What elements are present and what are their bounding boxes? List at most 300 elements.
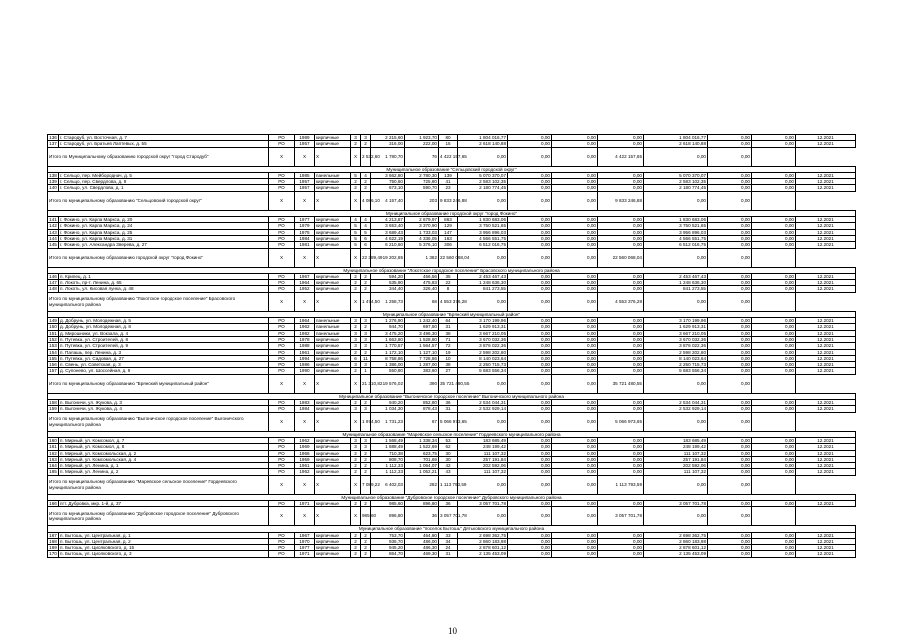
table-cell: 3 662,80 — [371, 172, 405, 178]
subtotal-cell: 390 — [405, 374, 439, 393]
table-cell: 0,00 — [552, 532, 598, 538]
table-cell: 1966 — [295, 450, 315, 456]
table-cell: 0,00 — [508, 229, 552, 235]
table-cell: 12.2021 — [796, 141, 856, 147]
table-cell: 0,00 — [552, 437, 598, 443]
table-cell: 5 683 556,34 — [644, 368, 708, 374]
table-cell: 2 780,30 — [405, 172, 439, 178]
table-cell: 36 — [439, 400, 458, 406]
table-cell: 1990 — [295, 368, 315, 374]
subtotal-cell: 9 833 246,88 — [439, 191, 458, 210]
table-cell: п. Локоть, ул. Кисовая лунка, д. 48 — [59, 286, 269, 292]
table-cell: 2 878 601,12 — [644, 545, 708, 551]
subtotal-cell: 0,00 — [644, 191, 708, 210]
section-title: Муниципальное образование "Брянский муниципальный район" — [48, 311, 856, 317]
subtotal-row — [48, 374, 856, 393]
table-cell: 0,00 — [552, 355, 598, 361]
table-cell: 2 — [361, 500, 371, 506]
subtotal-cell: 0,00 — [708, 374, 752, 393]
table-cell: п. Мирный, ул. Комсомол, д. 7 — [59, 437, 269, 443]
subtotal-cell — [752, 191, 796, 210]
table-cell: 0,00 — [508, 336, 552, 342]
subtotal-cell: 0,00 — [644, 475, 708, 494]
table-cell: 0,00 — [552, 368, 598, 374]
table-cell: РО — [269, 456, 295, 462]
subtotal-cell — [752, 147, 796, 166]
subtotal-cell: 0,00 — [644, 248, 708, 267]
subtotal-cell — [752, 292, 796, 311]
subtotal-cell: X — [295, 292, 315, 311]
table-cell: 985,60 — [371, 500, 405, 506]
table-cell: г. Стародуб, ул. Восточная, д. 7 — [59, 135, 269, 141]
table-cell: 2 583 102,35 — [644, 179, 708, 185]
table-cell: 3 496,30 — [405, 330, 439, 336]
table-cell: 3 — [351, 406, 361, 412]
table-cell: 1977 — [295, 217, 315, 223]
table-cell: 2 215,60 — [371, 135, 405, 141]
subtotal-row — [48, 248, 856, 267]
table-cell: кирпичные — [315, 235, 351, 241]
table-cell: 0,00 — [598, 368, 644, 374]
table-cell: 3 — [351, 343, 361, 349]
table-cell: 0,00 — [708, 538, 752, 544]
table-cell: 1 528,80 — [405, 336, 439, 342]
table-cell: 0,00 — [752, 336, 796, 342]
table-cell: 0,00 — [708, 450, 752, 456]
table-cell: 22 — [439, 280, 458, 286]
table-cell: 344,40 — [371, 286, 405, 292]
table-cell: д. Добрунь, ул. Молодежная, д. 5 — [59, 318, 269, 324]
subtotal-cell: X — [315, 292, 351, 311]
table-cell: РО — [269, 444, 295, 450]
table-cell: 0,00 — [752, 532, 796, 538]
table-cell: 456,56 — [405, 273, 439, 279]
table-cell: 8 758,86 — [371, 355, 405, 361]
subtotal-cell: X — [295, 507, 315, 526]
subtotal-cell: X — [315, 374, 351, 393]
subtotal-cell: X — [351, 374, 361, 393]
subtotal-cell: 0,00 — [508, 412, 552, 431]
table-cell: 535,90 — [371, 280, 405, 286]
table-cell: 12.2021 — [796, 286, 856, 292]
table-cell: 5 070 370,07 — [458, 172, 508, 178]
table-cell: 149 — [49, 318, 57, 324]
subtotal-cell: 0,00 — [708, 292, 752, 311]
table-cell: 0,00 — [708, 545, 752, 551]
table-cell: 1975 — [295, 229, 315, 235]
table-cell: кирпичные — [315, 229, 351, 235]
table-cell: 12.2021 — [796, 235, 856, 241]
table-cell: 12.2021 — [796, 469, 856, 475]
table-cell: 3 750 521,65 — [644, 223, 708, 229]
table-cell: 594,20 — [371, 273, 405, 279]
table-cell: 3 — [361, 437, 371, 443]
table-cell: 202 592,06 — [458, 463, 508, 469]
table-cell: 12.2021 — [796, 135, 856, 141]
table-cell: 139 — [49, 179, 57, 185]
table-cell: 3 956 896,03 — [458, 229, 508, 235]
table-cell: 139 — [439, 172, 458, 178]
table-cell: 550,80 — [371, 368, 405, 374]
table-cell: кирпичные — [315, 545, 351, 551]
table-cell: 80 — [439, 135, 458, 141]
table-cell: 3 — [351, 318, 361, 324]
table-cell: 12.2021 — [796, 223, 856, 229]
table-cell: 0,00 — [708, 400, 752, 406]
section-title: Муниципальное образование "Маревское сельское поселение" Гордеевского муниципального района — [48, 431, 856, 437]
table-cell: 0,00 — [708, 179, 752, 185]
table-cell: 0,00 — [552, 551, 598, 557]
table-cell: 4 — [351, 217, 361, 223]
table-cell: 0,00 — [598, 444, 644, 450]
subtotal-cell: 0,00 — [708, 507, 752, 526]
table-cell: 150 — [49, 324, 57, 330]
subtotal-cell: 0,00 — [458, 248, 508, 267]
table-cell: 4 213,87 — [371, 217, 405, 223]
table-cell: 5 — [351, 172, 361, 178]
table-cell: 0,00 — [752, 456, 796, 462]
table-cell: 12.2021 — [796, 456, 856, 462]
subtotal-cell: 1 474,50 — [361, 292, 371, 311]
table-cell: 0,00 — [752, 469, 796, 475]
table-cell: 0,00 — [598, 469, 644, 475]
table-cell: 156 — [49, 362, 57, 368]
table-cell: 852,80 — [405, 400, 439, 406]
table-cell: 0,00 — [598, 406, 644, 412]
table-cell: 0,00 — [508, 179, 552, 185]
table-cell: кирпичные — [315, 179, 351, 185]
table-cell: 1967 — [295, 273, 315, 279]
table-cell: кирпичные — [315, 469, 351, 475]
table-cell: 2 — [351, 280, 361, 286]
table-cell: 0,00 — [752, 551, 796, 557]
table-cell: кирпичные — [315, 223, 351, 229]
table-cell: 31 — [439, 551, 458, 557]
table-cell: 2 598 202,80 — [644, 349, 708, 355]
table-cell: 3 — [361, 318, 371, 324]
table-cell: 1 — [361, 368, 371, 374]
table-cell: 2 — [361, 286, 371, 292]
table-cell: 2 — [361, 349, 371, 355]
table-cell: 0,00 — [752, 185, 796, 191]
subtotal-cell: X — [295, 374, 315, 393]
subtotal-cell: 4 553 376,28 — [439, 292, 458, 311]
table-cell: РО — [269, 172, 295, 178]
subtotal-cell: 0,00 — [644, 507, 708, 526]
table-cell: 0,00 — [508, 135, 552, 141]
table-cell: 163 — [49, 456, 57, 462]
table-cell: 1984 — [295, 235, 315, 241]
table-cell: 1 386,00 — [371, 362, 405, 368]
table-cell: 0,00 — [752, 362, 796, 368]
table-cell: панельные — [315, 330, 351, 336]
table-cell: РО — [269, 355, 295, 361]
table-cell: 1 629 913,31 — [644, 324, 708, 330]
table-cell: 2 — [351, 179, 361, 185]
table-cell: 2 — [361, 280, 371, 286]
subtotal-row — [48, 191, 856, 210]
table-cell: 8 — [439, 286, 458, 292]
subtotal-cell: X — [269, 191, 295, 210]
table-cell: 1 248 636,30 — [458, 280, 508, 286]
table-cell: 0,00 — [598, 185, 644, 191]
subtotal-cell: 0,00 — [552, 374, 598, 393]
subtotal-cell: 3 057 701,78 — [439, 507, 458, 526]
subtotal-label: Итого по муниципальному образованию "Маревское сельское поселение" Гордеевского муниципального района — [48, 475, 269, 494]
table-cell: д. Добрунь, ул. Молодежная, д. 8 — [59, 324, 269, 330]
table-cell: п. Локоть, пр-т. Ленина, д. 65 — [59, 280, 269, 286]
subtotal-cell: X — [315, 507, 351, 526]
table-cell: кирпичные — [315, 538, 351, 544]
table-cell: 0,00 — [708, 456, 752, 462]
table-cell: 0,00 — [752, 273, 796, 279]
table-cell: 0,00 — [508, 368, 552, 374]
table-cell: 0,00 — [552, 223, 598, 229]
subtotal-cell: X — [269, 374, 295, 393]
subtotal-label: Итого по муниципальному образованию "Брянский муниципальный район" — [48, 374, 269, 393]
table-cell: пгт. Дубровка, мкр. 1-й, д. 37 — [59, 500, 269, 506]
housing-register-table — [47, 134, 855, 558]
table-cell: 164 — [49, 463, 57, 469]
table-cell: 1979 — [295, 223, 315, 229]
table-cell: 4 566 551,75 — [458, 235, 508, 241]
table-cell: 1 923,70 — [405, 135, 439, 141]
table-cell: 2 — [361, 185, 371, 191]
table-cell: РО — [269, 185, 295, 191]
table-cell: 0,00 — [552, 242, 598, 248]
table-cell: кирпичные — [315, 135, 351, 141]
table-cell: 41 — [439, 179, 458, 185]
table-cell: 0,00 — [508, 324, 552, 330]
table-cell: кирпичные — [315, 185, 351, 191]
table-cell: 24 — [439, 545, 458, 551]
table-cell: 12.2021 — [796, 185, 856, 191]
table-cell: 42 — [439, 463, 458, 469]
table-cell: РО — [269, 400, 295, 406]
table-cell: 222,00 — [405, 141, 439, 147]
table-cell: 0,00 — [598, 437, 644, 443]
table-cell: 944,70 — [371, 324, 405, 330]
table-cell: 140 — [49, 185, 57, 191]
table-cell: кирпичные — [315, 349, 351, 355]
table-cell: 0,00 — [552, 179, 598, 185]
table-cell: 144 — [49, 235, 57, 241]
table-cell: 4 622,19 — [371, 235, 405, 241]
table-cell: кирпичные — [315, 286, 351, 292]
table-cell: 12.2021 — [796, 545, 856, 551]
table-cell: РО — [269, 469, 295, 475]
table-cell: 166 — [49, 500, 57, 506]
subtotal-cell: 3 057 701,78 — [598, 507, 644, 526]
table-cell: 0,00 — [552, 324, 598, 330]
table-cell: 1 830 683,06 — [458, 217, 508, 223]
table-cell: 155 — [49, 355, 57, 361]
table-cell: г. Фокино, ул. Александра Зверева, д. 27 — [59, 242, 269, 248]
table-cell: 12.2021 — [796, 343, 856, 349]
table-cell: 2 — [361, 273, 371, 279]
table-cell: 0,00 — [708, 551, 752, 557]
table-cell: кирпичные — [315, 141, 351, 147]
table-cell: 0,00 — [598, 532, 644, 538]
table-cell: 0,00 — [508, 463, 552, 469]
table-cell: РО — [269, 242, 295, 248]
table-cell: 4 — [361, 172, 371, 178]
table-cell: 157 — [49, 368, 57, 374]
table-cell: 1 688,49 — [371, 444, 405, 450]
table-cell: 0,00 — [508, 456, 552, 462]
table-cell: 0,00 — [752, 343, 796, 349]
subtotal-cell: 0,00 — [708, 191, 752, 210]
table-cell: 2 — [351, 286, 361, 292]
table-cell: 2 598 202,80 — [458, 349, 508, 355]
table-cell: 0,00 — [598, 280, 644, 286]
table-cell: 2 — [351, 450, 361, 456]
table-cell: 0,00 — [508, 330, 552, 336]
table-cell: 5 070 370,07 — [644, 172, 708, 178]
table-cell: 0,00 — [508, 437, 552, 443]
subtotal-cell: 4 422 157,65 — [598, 147, 644, 166]
subtotal-cell: 22 560 068,04 — [439, 248, 458, 267]
table-cell: 2 135 453,09 — [458, 551, 508, 557]
table-cell: 0,00 — [598, 324, 644, 330]
table-cell: п. Крипец, д. 1 — [59, 273, 269, 279]
table-cell: 1959 — [295, 456, 315, 462]
table-cell: д. Мирошники, ул. Вокзала, д. 4 — [59, 330, 269, 336]
table-cell: 1 804 016,77 — [644, 135, 708, 141]
table-cell: 2 453 467,43 — [458, 273, 508, 279]
table-cell: 3 170 199,96 — [644, 318, 708, 324]
subtotal-cell: 0,00 — [552, 412, 598, 431]
table-cell: 0,00 — [552, 330, 598, 336]
table-cell: 863 — [439, 217, 458, 223]
subtotal-cell: 1 113 793,59 — [598, 475, 644, 494]
subtotal-cell: X — [351, 292, 361, 311]
table-cell: 841 273,55 — [458, 286, 508, 292]
subtotal-cell: X — [351, 248, 361, 267]
table-cell: РО — [269, 463, 295, 469]
subtotal-cell: 0,00 — [552, 507, 598, 526]
table-cell: 1983 — [295, 400, 315, 406]
table-cell: кирпичные — [315, 532, 351, 538]
table-cell: кирпичные — [315, 500, 351, 506]
table-cell: 6 512 016,75 — [458, 242, 508, 248]
table-cell: 5 — [351, 223, 361, 229]
subtotal-cell: 19 576,02 — [371, 374, 405, 393]
table-cell: РО — [269, 545, 295, 551]
table-cell: 129 — [439, 223, 458, 229]
table-cell: 750,60 — [371, 179, 405, 185]
subtotal-cell: X — [295, 248, 315, 267]
table-cell: 3 — [351, 330, 361, 336]
table-cell: 2 — [351, 532, 361, 538]
table-cell: 0,00 — [708, 185, 752, 191]
subtotal-cell: X — [315, 475, 351, 494]
table-cell: 111 107,32 — [644, 469, 708, 475]
subtotal-cell — [752, 475, 796, 494]
table-cell: 27 — [439, 368, 458, 374]
table-cell: 0,00 — [508, 444, 552, 450]
table-cell: 0,00 — [598, 179, 644, 185]
table-cell: 1985 — [295, 172, 315, 178]
table-cell: РО — [269, 437, 295, 443]
table-cell: 19 — [439, 349, 458, 355]
subtotal-cell: X — [351, 475, 361, 494]
table-cell: 2 — [351, 368, 361, 374]
table-cell: 0,00 — [598, 242, 644, 248]
table-cell: 38 — [439, 362, 458, 368]
subtotal-cell — [752, 412, 796, 431]
table-cell: 0,00 — [598, 355, 644, 361]
table-cell: 2 — [361, 532, 371, 538]
subtotal-cell: 0,00 — [458, 292, 508, 311]
table-cell: 0,00 — [752, 545, 796, 551]
table-cell: 1986 — [295, 362, 315, 368]
table-cell: 3 750 521,65 — [458, 223, 508, 229]
subtotal-cell: 1 974,50 — [361, 412, 371, 431]
table-cell: 12.2021 — [796, 324, 856, 330]
subtotal-cell: X — [351, 412, 361, 431]
table-cell: 3 876 022,36 — [458, 343, 508, 349]
table-cell: кирпичные — [315, 400, 351, 406]
table-cell: 23 — [439, 185, 458, 191]
table-cell: 896,80 — [405, 500, 439, 506]
table-cell: РО — [269, 538, 295, 544]
table-cell: РО — [269, 336, 295, 342]
subtotal-cell: 1 258,73 — [371, 292, 405, 311]
subtotal-cell: 896,80 — [371, 507, 405, 526]
table-cell: 0,00 — [708, 355, 752, 361]
subtotal-cell: 19 202,85 — [371, 248, 405, 267]
table-cell: кирпичные — [315, 463, 351, 469]
table-cell: 0,00 — [708, 444, 752, 450]
table-cell: 0,00 — [508, 235, 552, 241]
table-cell: 0,00 — [508, 280, 552, 286]
table-cell: 12.2021 — [796, 280, 856, 286]
table-cell: 1964 — [295, 280, 315, 286]
subtotal-cell: 0,00 — [708, 248, 752, 267]
subtotal-cell: 0,00 — [458, 147, 508, 166]
table-cell: 3 — [361, 406, 371, 412]
subtotal-cell: 0,00 — [508, 374, 552, 393]
table-cell: п. Мирный, ул. Комсомольская, д. 2 — [59, 450, 269, 456]
subtotal-cell: 0,00 — [552, 248, 598, 267]
table-cell: 145 — [49, 242, 57, 248]
table-cell: 0,00 — [598, 318, 644, 324]
table-cell: п. Путевка, ул. Садовая, д. 27 — [59, 355, 269, 361]
table-cell: 12.2021 — [796, 330, 856, 336]
table-cell: 12.2021 — [796, 500, 856, 506]
table-cell: г. Сельцо, пер. Мейбороднач, д. 5 — [59, 172, 269, 178]
table-cell: 0,00 — [552, 135, 598, 141]
table-cell: 0,00 — [752, 242, 796, 248]
table-cell: 0,00 — [552, 463, 598, 469]
table-cell: 2 — [361, 400, 371, 406]
subtotal-cell: 36 — [405, 507, 439, 526]
table-cell: 1 522,69 — [405, 444, 439, 450]
table-cell: 1964 — [295, 318, 315, 324]
subtotal-cell: 5 066 973,65 — [439, 412, 458, 431]
table-cell: 1 242,40 — [405, 318, 439, 324]
table-cell: 6 — [361, 235, 371, 241]
subtotal-cell — [752, 507, 796, 526]
subtotal-cell: 0,00 — [458, 191, 508, 210]
table-cell: 753,70 — [371, 532, 405, 538]
table-cell: п. Бытошь, ул. Циолковского, д. 3 — [59, 551, 269, 557]
table-cell: 12.2021 — [796, 400, 856, 406]
table-cell: 0,00 — [508, 545, 552, 551]
table-cell: 864,70 — [371, 551, 405, 557]
table-cell: 3 — [351, 135, 361, 141]
